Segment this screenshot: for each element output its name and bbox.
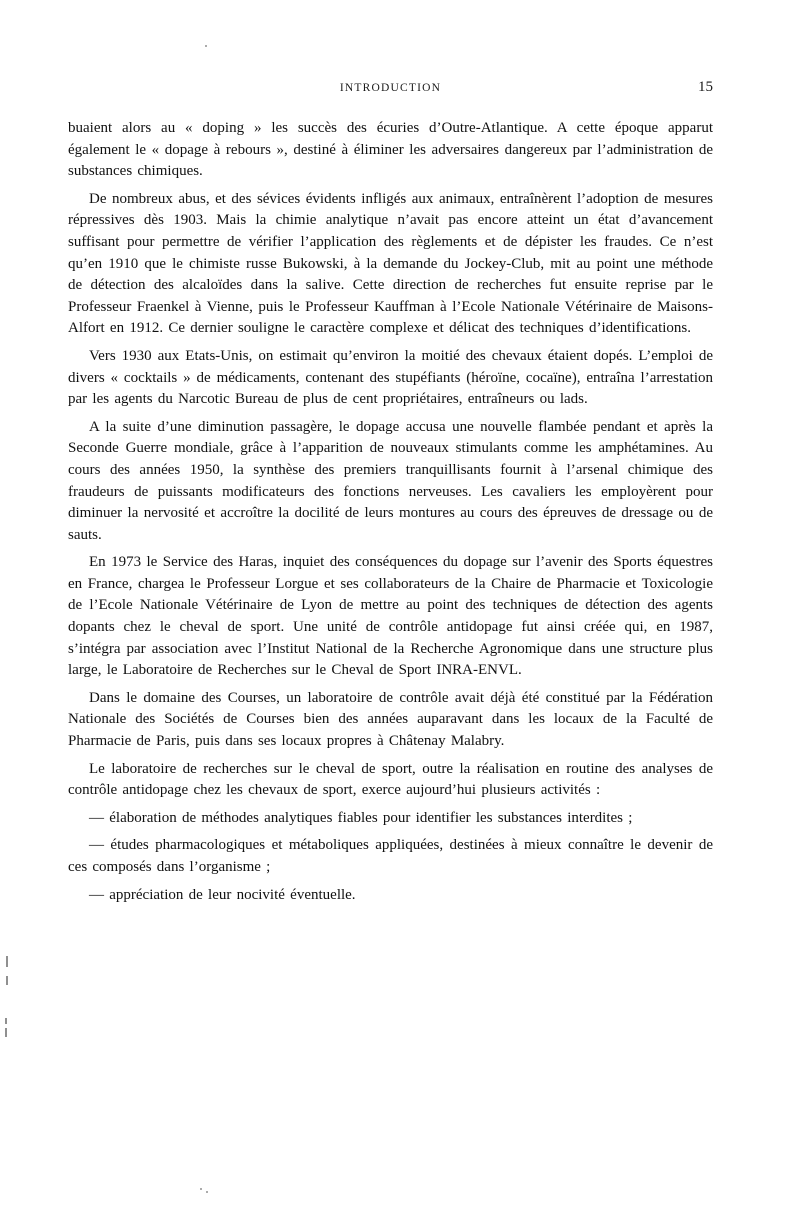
- page-body: [68, 118, 713, 906]
- scan-artifact: [205, 45, 207, 47]
- paragraph: Vers 1930 aux Etats-Unis, on estimait qu’environ la moitié des chevaux étaient dopés. L’emploi de divers « cocktails » de médicaments, contenant des stupéfiants (héroïne, cocaïne), entraîna l’arrestation par les agents du Narcotic Bureau de plus de cent propriétaires, entraîneurs ou lads.: [68, 347, 713, 408]
- list-item-dash: — élaboration de méthodes analytiques fiables pour identifier les substances interdites ;: [89, 809, 633, 826]
- list-item-dash: — études pharmacologiques et métaboliques appliquées, destinées à mieux connaître le devenir de ces composés dans l’organisme ;: [68, 837, 713, 875]
- scan-artifact: [206, 1191, 208, 1193]
- page-header: [68, 79, 713, 102]
- scan-artifact: [6, 956, 8, 967]
- paragraph: En 1973 le Service des Haras, inquiet des conséquences du dopage sur l’avenir des Sports équestres en France, chargea le Professeur Lorgue et ses collaborateurs de la Chaire de Pharmacie et Toxicologie de l’Ecole Nationale Vétérinaire de Lyon de mettre au point des techniques de détection des agents dopants chez le cheval de sport. Une unité de contrôle antidopage fut ainsi créée qui, en 1987, s’intégra par association avec l’Institut National de la Recherche Agronomique dans une structure plus large, le Laboratoire de Recherches sur le Cheval de Sport INRA-ENVL.: [68, 554, 713, 679]
- scan-artifact: [5, 1018, 7, 1024]
- paragraph: A la suite d’une diminution passagère, le dopage accusa une nouvelle flambée pendant et après la Seconde Guerre mondiale, grâce à l’apparition de nouveaux stimulants comme les amphétamines. Au cours des années 1950, la synthèse des premiers tranquillisants fournit à l’arsenal chimique des fraudeurs de puissants modificateurs des fonctions nerveuses. Les cavaliers les employèrent pour diminuer la nervosité et accroître la docilité de leurs montures au cours des épreuves de dressage ou de sauts.: [68, 418, 713, 543]
- paragraph: buaient alors au « doping » les succès des écuries d’Outre-Atlantique. A cette époque apparut également le « dopage à rebours », destiné à éliminer les adversaires dangereux par l’administration de substances chimiques.: [68, 120, 713, 180]
- scan-artifact: [5, 1028, 7, 1037]
- scan-artifact: [6, 976, 8, 985]
- scan-artifact: [200, 1188, 202, 1190]
- paragraph: Le laboratoire de recherches sur le cheval de sport, outre la réalisation en routine des analyses de contrôle antidopage chez les chevaux de sport, exerce aujourd’hui plusieurs activités :: [68, 760, 713, 799]
- paragraph: Dans le domaine des Courses, un laboratoire de contrôle avait déjà été constitué par la Fédération Nationale des Sociétés de Courses bien des années auparavant dans les locaux de la Faculté de Pharmacie de Paris, puis dans ses locaux propres à Châtenay Malabry.: [68, 689, 713, 750]
- paragraph: De nombreux abus, et des sévices évidents infligés aux animaux, entraînèrent l’adoption de mesures répressives dès 1903. Mais la chimie analytique n’avait pas encore atteint un état d’avancement suffisant pour permettre de vérifier l’application des règlements et de dépister les fraudes. Ce n’est qu’en 1910 que le chimiste russe Bukowski, à la demande du Jockey-Club, mit au point une méthode de détection des alcaloïdes dans la salive. Cette direction de recherches fut ensuite reprise par le Professeur Fraenkel à Vienne, puis le Professeur Kauffman à l’Ecole Nationale Vétérinaire de Maisons-Alfort en 1912. Ce dernier souligne le caractère complexe et délicat des techniques d’identifications.: [68, 190, 713, 337]
- running-header-title: INTRODUCTION: [339, 82, 442, 94]
- list-item-dash: — appréciation de leur nocivité éventuelle.: [89, 886, 356, 903]
- page-number: 15: [698, 79, 713, 95]
